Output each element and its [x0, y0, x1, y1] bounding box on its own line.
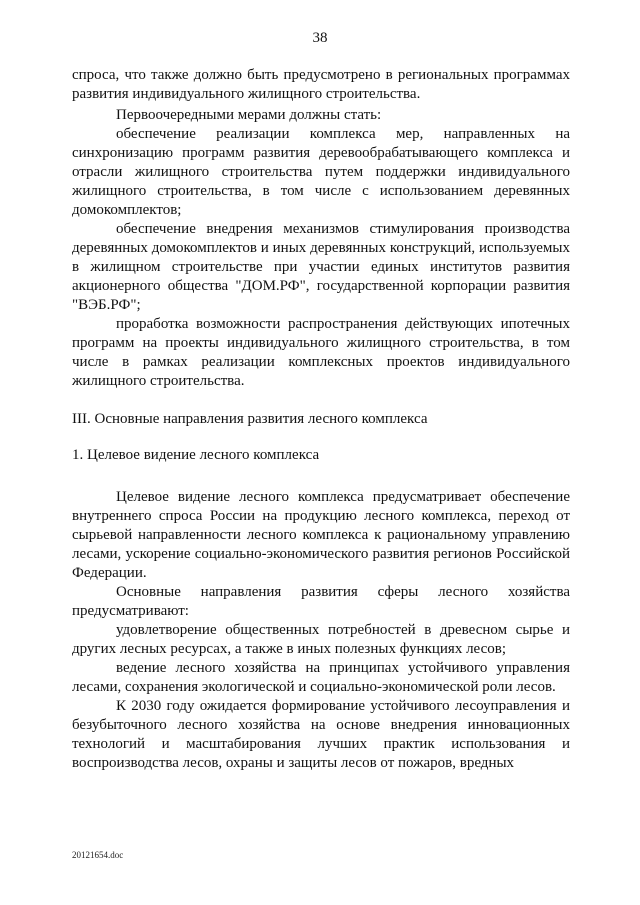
subsection-heading: 1. Целевое видение лесного комплекса — [72, 447, 320, 463]
document-body — [72, 66, 570, 773]
paragraph-main-directions: Основные направления развития сферы лесного хозяйства предусматривают: — [72, 584, 570, 619]
paragraph-direction-1: удовлетворение общественных потребностей в древесном сырье и других лесных ресурсах, а также в иных полезных функциях лесов; — [72, 622, 570, 657]
paragraph-continuation: спроса, что также должно быть предусмотрено в региональных программах развития индивидуального жилищного строительства. — [72, 67, 570, 102]
paragraph-measure-3: проработка возможности распространения действующих ипотечных программ на проекты индивидуального жилищного строительства, в том числе в рамках реализации комплексных проектов индивидуального жилищного строительства. — [72, 316, 570, 389]
paragraph-direction-2: ведение лесного хозяйства на принципах устойчивого управления лесами, сохранения экологической и социально-экономической роли лесов. — [72, 660, 570, 695]
section-heading: III. Основные направления развития лесного комплекса — [72, 411, 428, 427]
paragraph-2030-outlook: К 2030 году ожидается формирование устойчивого лесоуправления и безубыточного лесного хозяйства на основе внедрения инновационных технологий и масштабирования лучших практик использования и воспроизводства лесов, охраны и защиты лесов от пожаров, вредных — [72, 698, 570, 771]
paragraph-priority-measures: Первоочередными мерами должны стать: — [116, 107, 382, 123]
page-number: 38 — [312, 30, 328, 46]
footer-file-code: 20121654.doc — [72, 850, 124, 860]
paragraph-measure-1: обеспечение реализации комплекса мер, направленных на синхронизацию программ развития деревообрабатывающего комплекса и отрасли жилищного строительства путем поддержки индивидуального жилищного строительства, в том числе с использованием деревянных домокомплектов; — [72, 126, 570, 218]
paragraph-target-vision: Целевое видение лесного комплекса предусматривает обеспечение внутреннего спроса России на продукцию лесного комплекса, переход от сырьевой направленности лесного комплекса к рациональному управлению лесами, ускорение социально-экономического развития регионов Российской Федерации. — [72, 489, 570, 581]
paragraph-measure-2: обеспечение внедрения механизмов стимулирования производства деревянных домокомплектов и иных деревянных конструкций, используемых в жилищном строительстве при участии единых институтов развития акционерного общества "ДОМ.РФ", государственной корпорации развития "ВЭБ.РФ"; — [72, 221, 570, 313]
